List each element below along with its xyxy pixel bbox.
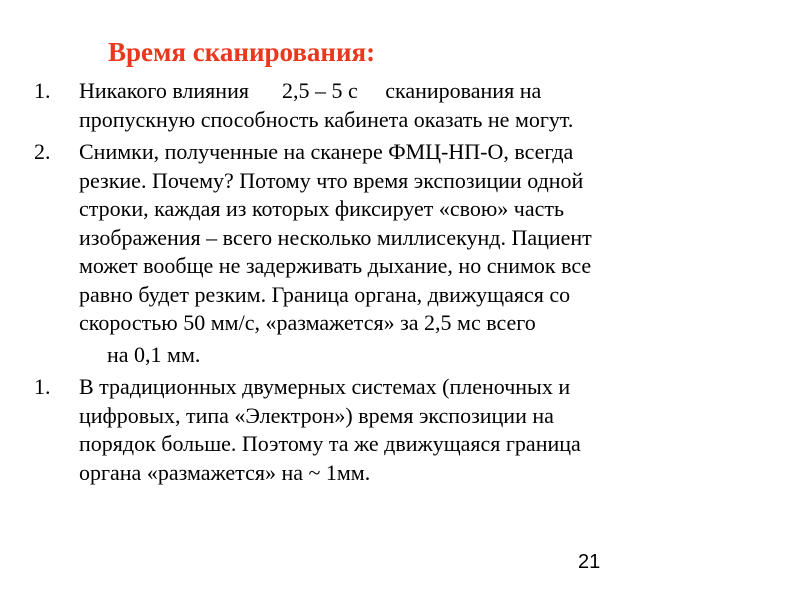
list-item-line: порядок больше. Поэтому та же движущаяся граница xyxy=(79,431,581,456)
page-number: 21 xyxy=(578,551,601,573)
slide-title: Время сканирования: xyxy=(108,37,376,67)
list-item-line: пропускную способность кабинета оказать не могут. xyxy=(79,106,574,132)
list-item xyxy=(34,77,734,134)
list-item-line: равно будет резким. Граница органа, движущаяся со xyxy=(79,281,571,307)
list-item xyxy=(34,373,734,487)
list-item-line: Снимки, полученные на сканере ФМЦ-НП-О, всегда xyxy=(79,139,574,164)
list-item-number: 1. xyxy=(34,78,51,103)
list-item-number: 1. xyxy=(34,374,51,399)
list-item xyxy=(34,138,734,369)
list-item-line: цифровых, типа «Электрон») время экспозиции на xyxy=(79,402,554,428)
list-item-line: В традиционных двумерных системах (пленочных и xyxy=(79,374,571,399)
bullet-list xyxy=(34,77,734,491)
list-item-line: может вообще не задерживать дыхание, но снимок все xyxy=(79,253,592,278)
list-item-line: скоростью 50 мм/с, «размажется» за 2,5 мс всего xyxy=(79,310,536,335)
list-item-line: резкие. Почему? Потому что время экспозиции одной xyxy=(79,167,584,193)
list-item-line: на 0,1 мм. xyxy=(107,341,201,367)
list-item-number: 2. xyxy=(34,139,51,164)
list-item-line: строки, каждая из которых фиксирует «свою» часть xyxy=(79,196,565,221)
list-item-line: органа «размажется» на ~ 1мм. xyxy=(79,459,371,485)
list-item-line: Никакого влияния 2,5 – 5 с сканирования на xyxy=(79,78,542,103)
list-item-line: изображения – всего несколько миллисекунд. Пациент xyxy=(79,224,592,250)
